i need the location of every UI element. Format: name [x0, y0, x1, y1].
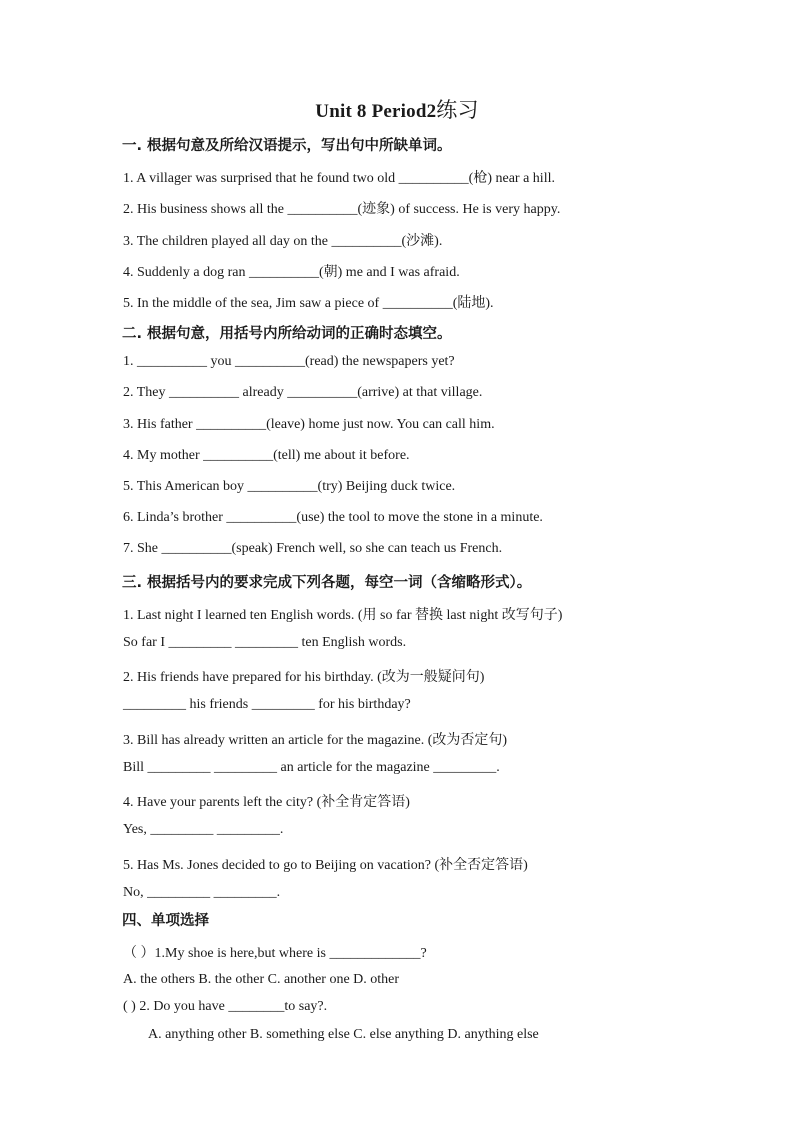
section3-answer-5: No, _________ _________.: [123, 885, 281, 900]
section-heading-4: 四、单项选择: [122, 913, 209, 929]
section4-options-2: A. anything other B. something else C. else anything D. anything else: [148, 1027, 539, 1042]
section2-item-5: 5. This American boy __________(try) Beijing duck twice.: [123, 479, 456, 494]
page-title: [0, 94, 794, 124]
section3-item-4: 4. Have your parents left the city? (补全肯定答语): [123, 795, 410, 810]
section3-answer-2: _________ his friends _________ for his birthday?: [123, 697, 411, 712]
section2-item-7: 7. She __________(speak) French well, so she can teach us French.: [123, 541, 503, 556]
section2-item-6: 6. Linda’s brother __________(use) the tool to move the stone in a minute.: [123, 510, 543, 525]
section1-item-3: 3. The children played all day on the __________(沙滩).: [123, 234, 443, 249]
section4-question-2: ( ) 2. Do you have ________to say?.: [123, 999, 328, 1014]
section1-item-5: 5. In the middle of the sea, Jim saw a piece of __________(陆地).: [123, 296, 494, 311]
section4-question-1: （ ）1.My shoe is here,but where is _____________?: [123, 946, 427, 961]
section2-item-3: 3. His father __________(leave) home just now. You can call him.: [123, 417, 495, 432]
section1-item-2: 2. His business shows all the __________(迹象) of success. He is very happy.: [123, 202, 561, 217]
section3-item-5: 5. Has Ms. Jones decided to go to Beijing on vacation? (补全否定答语): [123, 858, 528, 873]
title-cn: 练习: [436, 98, 479, 122]
section4-options-1: A. the others B. the other C. another one D. other: [123, 972, 400, 987]
section3-item-3: 3. Bill has already written an article for the magazine. (改为否定句): [123, 733, 508, 748]
section3-answer-4: Yes, _________ _________.: [123, 822, 284, 837]
section3-item-1: 1. Last night I learned ten English words. (用 so far 替换 last night 改写句子): [123, 608, 563, 623]
section3-answer-3: Bill _________ _________ an article for the magazine _________.: [123, 760, 500, 775]
title-en: Unit 8 Period2: [315, 101, 437, 122]
section3-answer-1: So far I _________ _________ ten English words.: [123, 635, 407, 650]
section2-item-1: 1. __________ you __________(read) the newspapers yet?: [123, 354, 455, 369]
section-heading-1: 一. 根据句意及所给汉语提示，写出句中所缺单词。: [122, 138, 452, 154]
section1-item-1: 1. A villager was surprised that he found two old __________(枪) near a hill.: [123, 171, 555, 186]
section-heading-2: 二. 根据句意，用括号内所给动词的正确时态填空。: [122, 326, 452, 342]
section3-item-2: 2. His friends have prepared for his birthday. (改为一般疑问句): [123, 670, 485, 685]
section2-item-2: 2. They __________ already __________(arrive) at that village.: [123, 385, 483, 400]
section-heading-3: 三. 根据括号内的要求完成下列各题，每空一词（含缩略形式）。: [122, 575, 532, 591]
section2-item-4: 4. My mother __________(tell) me about it before.: [123, 448, 410, 463]
section1-item-4: 4. Suddenly a dog ran __________(朝) me and I was afraid.: [123, 265, 460, 280]
